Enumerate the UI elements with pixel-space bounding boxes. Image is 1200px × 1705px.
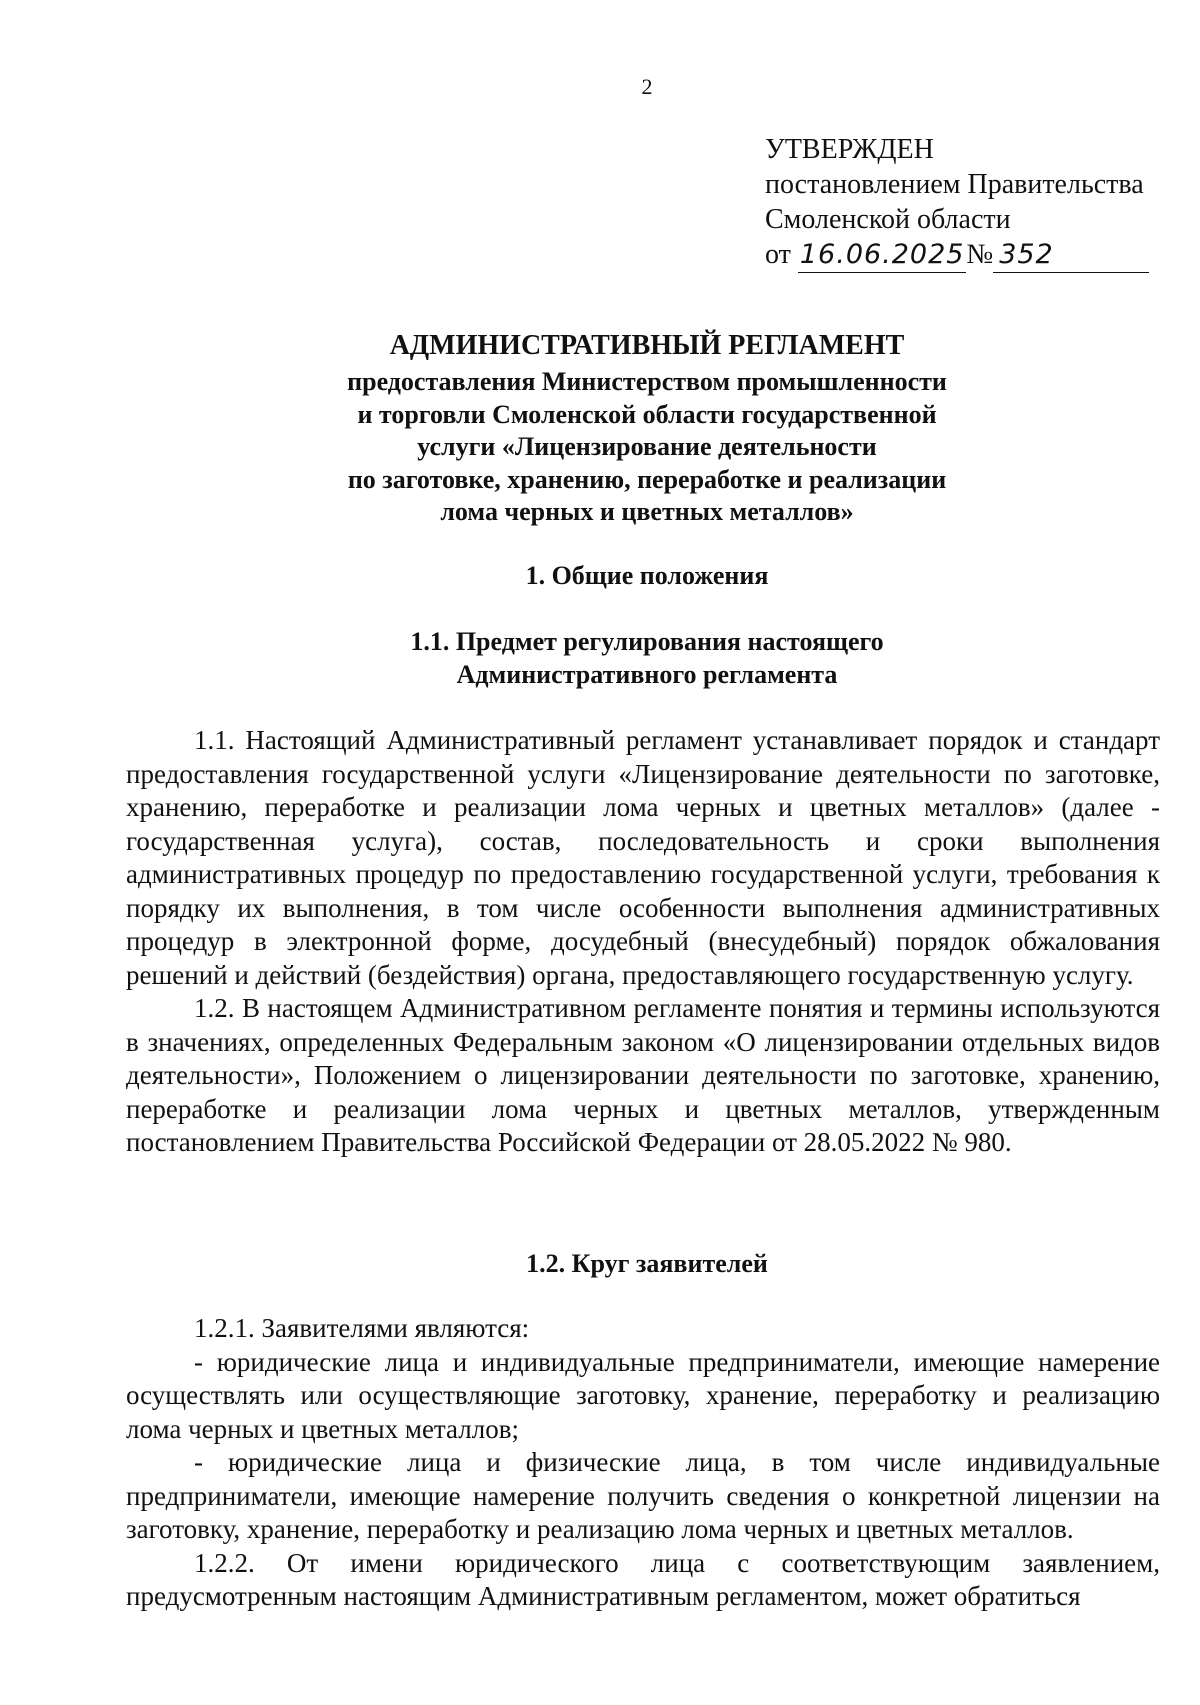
title-main: АДМИНИСТРАТИВНЫЙ РЕГЛАМЕНТ xyxy=(389,330,905,361)
section-1-heading: 1. Общие положения xyxy=(525,561,769,590)
title-line: услуги «Лицензирование деятельности xyxy=(417,432,877,461)
title-line: предоставления Министерством промышленности xyxy=(347,367,947,396)
paragraph: 1.2. В настоящем Административном регламенте понятия и термины используются в значениях, определенных Федеральным законом «О лицензировании отдельных видов деятельности», Положением о лицензировании деятельности по заготовке, хранению, переработке и реализации лома черных и цветных металлов, утвержденным постановлением Правительства Российской Федерации от 28.05.2022 № 980. xyxy=(126,993,1160,1157)
paragraph: - юридические лица и физические лица, в том числе индивидуальные предприниматели, имеющие намерение получить сведения о конкретной лицензии на заготовку, хранение, переработку и реализацию лома черных и цветных металлов. xyxy=(126,1447,1160,1544)
document-title xyxy=(0,328,1200,529)
section-1-2-body xyxy=(126,1312,1160,1614)
title-line: лома черных и цветных металлов» xyxy=(440,497,854,526)
handwritten-number: 352 xyxy=(993,237,1149,273)
handwritten-date: 16.06.2025 xyxy=(798,237,967,273)
approval-date-number xyxy=(765,237,1149,273)
number-prefix: № xyxy=(966,239,994,270)
paragraph: - юридические лица и индивидуальные предприниматели, имеющие намерение осуществлять или осуществляющие заготовку, хранение, переработку и реализацию лома черных и цветных металлов; xyxy=(126,1346,1160,1444)
approval-line-1: постановлением Правительства xyxy=(765,169,1144,200)
paragraph: 1.1. Настоящий Административный регламент устанавливает порядок и стандарт предоставления государственной услуги «Лицензирование деятельности по заготовке, хранению, переработке и реализации лома черных и цветных металлов» (далее - государственная услуга), состав, последовательность и сроки выполнения административных процедур по предоставлению государственной услуги, требования к порядку их выполнения, в том числе особенности выполнения административных процедур в электронной форме, досудебный (внесудебный) порядок обжалования решений и действий (бездействия) органа, предоставляющего государственную услугу. xyxy=(126,725,1160,990)
title-line: и торговли Смоленской области государственной xyxy=(357,399,937,429)
section-1-2-heading: 1.2. Круг заявителей xyxy=(526,1249,768,1278)
paragraph: 1.2.1. Заявителями являются: xyxy=(194,1313,530,1343)
title-line: по заготовке, хранению, переработке и реализации xyxy=(347,464,947,494)
date-prefix: от xyxy=(765,239,791,270)
section-1-1-heading-line-2: Административного регламента xyxy=(456,659,838,689)
approval-line-2: Смоленской области xyxy=(765,204,1011,235)
section-1-1-body xyxy=(126,724,1160,1160)
page-number: 2 xyxy=(641,74,653,99)
section-1-1-heading xyxy=(0,626,1200,691)
paragraph: 1.2.2. От имени юридического лица с соответствующим заявлением, предусмотренным настоящим Административным регламентом, может обратиться xyxy=(126,1547,1160,1611)
approval-label: УТВЕРЖДЕН xyxy=(765,134,934,165)
approval-stamp xyxy=(765,132,1149,273)
section-1-1-heading-line-1: 1.1. Предмет регулирования настоящего xyxy=(410,627,884,656)
